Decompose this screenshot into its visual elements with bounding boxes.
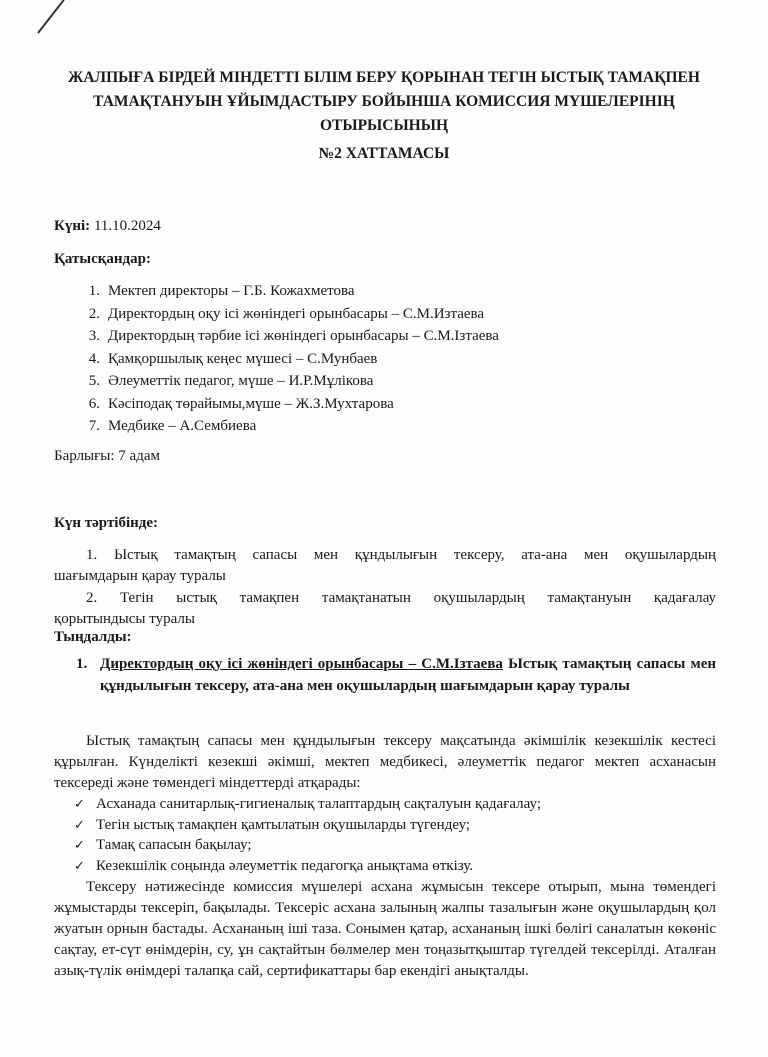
document-title	[40, 66, 728, 138]
participant-item: 7. Медбике – А.Сембиева	[88, 418, 257, 434]
heard-item-title: Директордың оқу ісі жөніндегі орынбасары – С.М.Ізтаева Ыстық тамақтың сапасы мен құндылығын тексеру, ата-ана мен оқушылардың шағымдарын қарау туралы	[100, 656, 716, 694]
date-value: 11.10.2024	[93, 218, 161, 234]
heard-item-1	[66, 653, 716, 697]
pen-mark	[37, 0, 64, 34]
paragraph-2: Тексеру нәтижесінде комиссия мүшелері асхана жұмысын тексере отырып, мына төмендегі жұмыстарды тексеріп, бақылады. Тексеріс асхана залының жалпы тазалығын және оқушылардың қол жуатын орнын бастады. Асхананың іші таза. Сонымен қатар, асхананың ішкі бөлігі саналатын көкөніс сақтау, ет-сүт өнімдерін, су, ұн сақтайтын бөлмелер мен тоңазытқыштар түгелдей тексерілді. Аталған азық-түлік өнімдері талапқа сай, сертификаттары бар екендігі анықталды.	[54, 879, 716, 979]
title-line-2: ТАМАҚТАНУЫН ҰЙЫМДАСТЫРУ БОЙЫНША КОМИССИЯ МҮШЕЛЕРІНІҢ	[93, 93, 675, 110]
heard-item-number: 1.	[76, 656, 88, 672]
participant-item: 6. Кәсіподақ төрайымы,мүше – Ж.З.Мухтарова	[88, 395, 394, 412]
duties-checklist	[74, 796, 541, 878]
participant-item: 1. Мектеп директоры – Г.Б. Кожахметова	[88, 283, 355, 299]
participant-item: 3. Директордың тәрбие ісі жөніндегі орынбасары – С.М.Ізтаева	[88, 328, 499, 344]
participants-list	[54, 283, 499, 441]
checklist-item: ✓ Кезекшілік соңында әлеуметтік педагогқа анықтама өткізу.	[74, 857, 474, 874]
document-subtitle: №2 ХАТТАМАСЫ	[318, 145, 450, 162]
checkmark-icon: ✓	[74, 858, 85, 874]
checkmark-icon: ✓	[74, 797, 85, 812]
participant-item: 2. Директордың оқу ісі жөніндегі орынбасары – С.М.Изтаева	[88, 305, 485, 322]
agenda-heading: Күн тәртібінде:	[54, 515, 159, 531]
agenda-item-1: 1. Ыстық тамақтың сапасы мен құндылығын тексеру, ата-ана мен оқушылардың шағымдарын қарау туралы	[54, 547, 716, 584]
participants-total: Барлығы: 7 адам	[54, 448, 160, 464]
checklist-item: ✓ Тегін ыстық тамақпен қамтылатын оқушыларды түгендеу;	[74, 816, 471, 833]
title-line-1: ЖАЛПЫҒА БІРДЕЙ МІНДЕТТІ БІЛІМ БЕРУ ҚОРЫНАН ТЕГІН ЫСТЫҚ ТАМАҚПЕН	[68, 69, 700, 86]
checklist-item: ✓ Тамақ сапасын бақылау;	[74, 837, 252, 853]
paragraph-1: Ыстық тамақтың сапасы мен құндылығын тексеру мақсатында әкімшілік кезекшілік кестесі құрылған. Күнделікті кезекші әкімші, мектеп медбикесі, әлеуметтік педагог мектеп асханасын тексереді және төмендегі міндеттерді атқарады:	[54, 733, 716, 791]
date-label: Күні:	[54, 218, 91, 234]
checkmark-icon: ✓	[74, 817, 85, 833]
checklist-item: ✓ Асханада санитарлық-гигиеналық талаптардың сақталуын қадағалау;	[74, 796, 542, 812]
agenda-item-2: 2. Тегін ыстық тамақпен тамақтанатын оқушылардың тамақтануын қадағалау қорытындысы туралы	[54, 590, 716, 627]
participant-item: 4. Қамқоршылық кеңес мүшесі – С.Мунбаев	[88, 350, 378, 367]
heard-heading: Тыңдалды:	[54, 629, 132, 645]
meeting-date	[54, 218, 161, 235]
checkmark-icon: ✓	[74, 838, 85, 853]
participant-item: 5. Әлеуметтік педагог, мүше – И.Р.Мұлікова	[88, 373, 374, 389]
participants-heading: Қатысқандар:	[54, 251, 151, 267]
title-line-3: ОТЫРЫСЫНЫҢ	[319, 117, 449, 134]
